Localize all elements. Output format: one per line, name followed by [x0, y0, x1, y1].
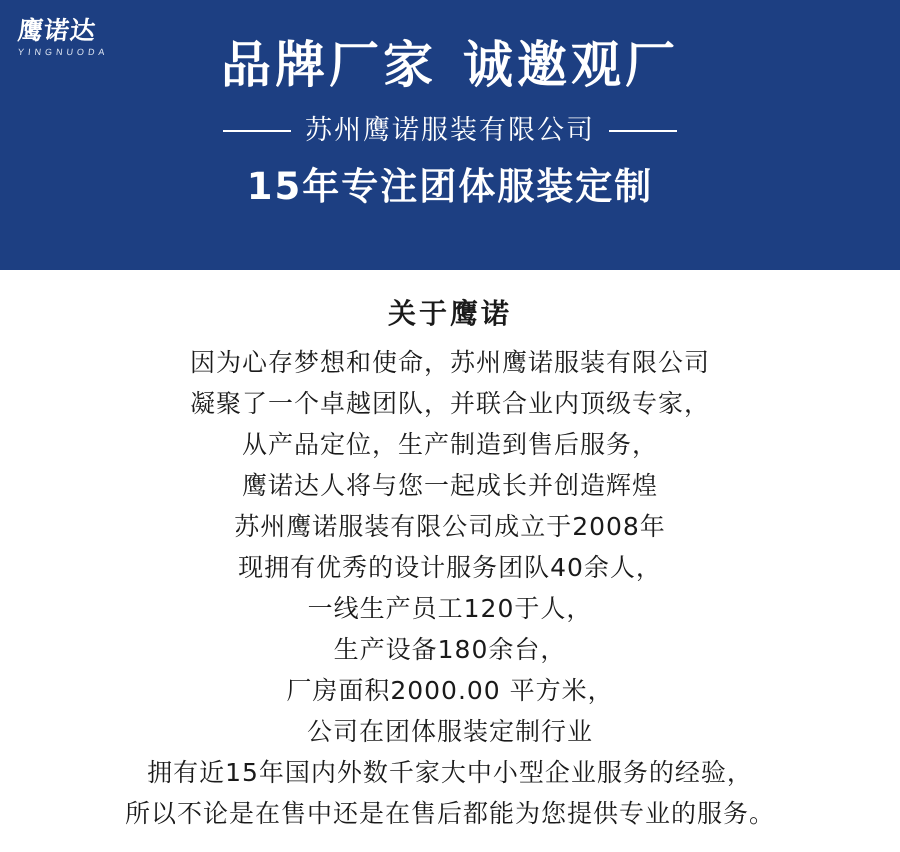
banner-content — [0, 0, 900, 210]
banner-title-part2: 诚邀观厂 — [463, 36, 679, 94]
banner-subtitle-row — [0, 114, 900, 148]
brand-logo-text: 鹰诺达 — [16, 16, 98, 45]
about-section — [0, 270, 900, 834]
about-line: 一线生产员工120于人， — [307, 594, 593, 623]
about-line: 鹰诺达人将与您一起成长并创造辉煌 — [241, 471, 658, 500]
brand-logo-subtitle: YINGNUODA — [17, 47, 110, 57]
about-line: 现拥有优秀的设计服务团队40余人， — [238, 553, 662, 582]
about-line: 拥有近15年国内外数千家大中小型企业服务的经验， — [147, 758, 753, 787]
banner-title — [0, 34, 900, 96]
divider-right — [609, 130, 677, 132]
about-line: 从产品定位，生产制造到售后服务， — [241, 430, 658, 459]
brand-logo — [18, 16, 126, 66]
about-heading: 关于鹰诺 — [387, 297, 512, 330]
about-line: 苏州鹰诺服装有限公司成立于2008年 — [234, 512, 666, 541]
about-line: 因为心存梦想和使命，苏州鹰诺服装有限公司 — [189, 348, 710, 377]
about-line: 生产设备180余台， — [333, 635, 567, 664]
about-body — [0, 342, 900, 834]
about-line: 厂房面积2000.00 平方米， — [286, 676, 614, 705]
banner-subtitle: 苏州鹰诺服装有限公司 — [305, 115, 595, 146]
banner-title-part1: 品牌厂家 — [221, 36, 437, 94]
divider-left — [223, 130, 291, 132]
about-line: 公司在团体服装定制行业 — [306, 717, 593, 746]
about-line: 所以不论是在售中还是在售后都能为您提供专业的服务。 — [124, 799, 775, 828]
about-line: 凝聚了一个卓越团队，并联合业内顶级专家， — [189, 389, 710, 418]
header-banner — [0, 0, 900, 270]
banner-tagline: 15年专注团体服装定制 — [246, 165, 654, 208]
